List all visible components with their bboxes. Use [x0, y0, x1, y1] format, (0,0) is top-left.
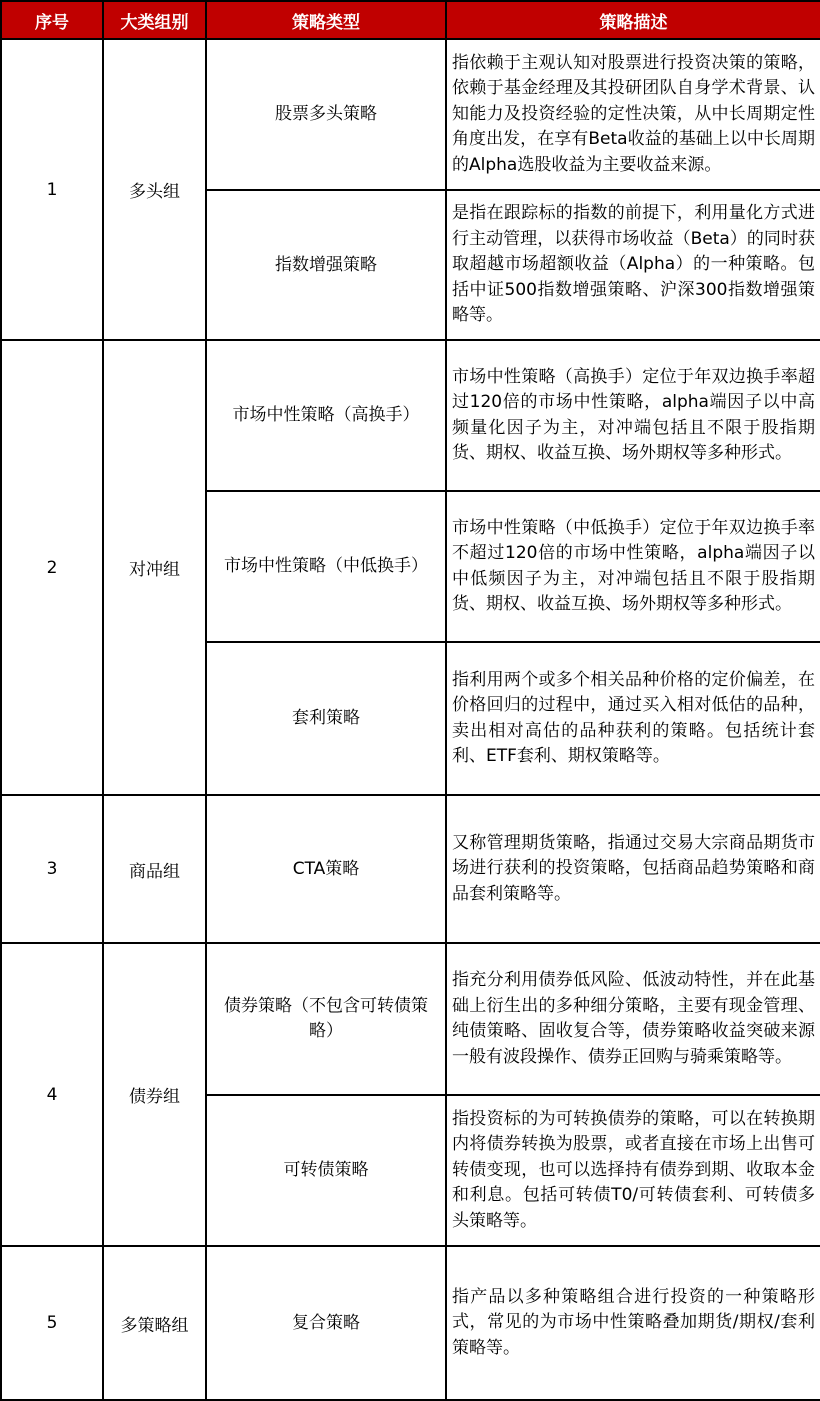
table-row	[1, 1246, 820, 1400]
group-index-cell: 5	[1, 1246, 103, 1400]
header-row	[1, 1, 820, 39]
header-index: 序号	[1, 1, 103, 39]
group-name-cell: 多头组	[103, 39, 206, 340]
group-name-cell: 债券组	[103, 943, 206, 1246]
strategy-desc-cell: 指充分利用债券低风险、低波动特性，并在此基础上衍生出的多种细分策略，主要有现金管理、纯债策略、固收复合等，债券策略收益突破来源一般有波段操作、债券正回购与骑乘策略等。	[446, 943, 820, 1095]
strategy-type-cell: 复合策略	[206, 1246, 446, 1400]
strategy-desc-cell: 指投资标的为可转换债券的策略，可以在转换期内将债券转换为股票，或者直接在市场上出售可转债变现，也可以选择持有债券到期、收取本金和利息。包括可转债T0/可转债套利、可转债多头策略等。	[446, 1095, 820, 1246]
strategy-desc-cell: 是指在跟踪标的指数的前提下，利用量化方式进行主动管理，以获得市场收益（Beta）的同时获取超越市场超额收益（Alpha）的一种策略。包括中证500指数增强策略、沪深300指数增强策略等。	[446, 190, 820, 340]
group-index-cell: 1	[1, 39, 103, 340]
strategy-desc-cell: 市场中性策略（高换手）定位于年双边换手率超过120倍的市场中性策略，alpha端因子以中高频量化因子为主，对冲端包括且不限于股指期货、期权、收益互换、场外期权等多种形式。	[446, 340, 820, 491]
strategy-desc-cell: 指依赖于主观认知对股票进行投资决策的策略，依赖于基金经理及其投研团队自身学术背景、认知能力及投资经验的定性决策，从中长周期定性角度出发，在享有Beta收益的基础上以中长周期的Alpha选股收益为主要收益来源。	[446, 39, 820, 190]
group-index-cell: 4	[1, 943, 103, 1246]
group-name-cell: 商品组	[103, 795, 206, 943]
header-group: 大类组别	[103, 1, 206, 39]
strategy-type-cell: 市场中性策略（高换手）	[206, 340, 446, 491]
group-name-cell: 多策略组	[103, 1246, 206, 1400]
table-header	[1, 1, 820, 39]
strategy-desc-cell: 市场中性策略（中低换手）定位于年双边换手率不超过120倍的市场中性策略，alpha端因子以中低频因子为主，对冲端包括且不限于股指期货、期权、收益互换、场外期权等多种形式。	[446, 491, 820, 642]
strategy-type-cell: 债券策略（不包含可转债策略）	[206, 943, 446, 1095]
group-name-cell: 对冲组	[103, 340, 206, 795]
strategy-type-cell: 指数增强策略	[206, 190, 446, 340]
group-index-cell: 3	[1, 795, 103, 943]
strategy-type-cell: 套利策略	[206, 642, 446, 795]
strategy-type-cell: CTA策略	[206, 795, 446, 943]
strategy-type-cell: 市场中性策略（中低换手）	[206, 491, 446, 642]
strategy-desc-cell: 指利用两个或多个相关品种价格的定价偏差，在价格回归的过程中，通过买入相对低估的品种，卖出相对高估的品种获利的策略。包括统计套利、ETF套利、期权策略等。	[446, 642, 820, 795]
strategy-type-cell: 可转债策略	[206, 1095, 446, 1246]
strategy-type-cell: 股票多头策略	[206, 39, 446, 190]
table-row	[1, 943, 820, 1095]
strategy-desc-cell: 又称管理期货策略，指通过交易大宗商品期货市场进行获利的投资策略，包括商品趋势策略和商品套利策略等。	[446, 795, 820, 943]
table-row	[1, 39, 820, 190]
header-desc: 策略描述	[446, 1, 820, 39]
strategy-desc-cell: 指产品以多种策略组合进行投资的一种策略形式，常见的为市场中性策略叠加期货/期权/套利策略等。	[446, 1246, 820, 1400]
header-type: 策略类型	[206, 1, 446, 39]
table-body	[1, 39, 820, 1400]
table-row	[1, 340, 820, 491]
group-index-cell: 2	[1, 340, 103, 795]
table-row	[1, 795, 820, 943]
